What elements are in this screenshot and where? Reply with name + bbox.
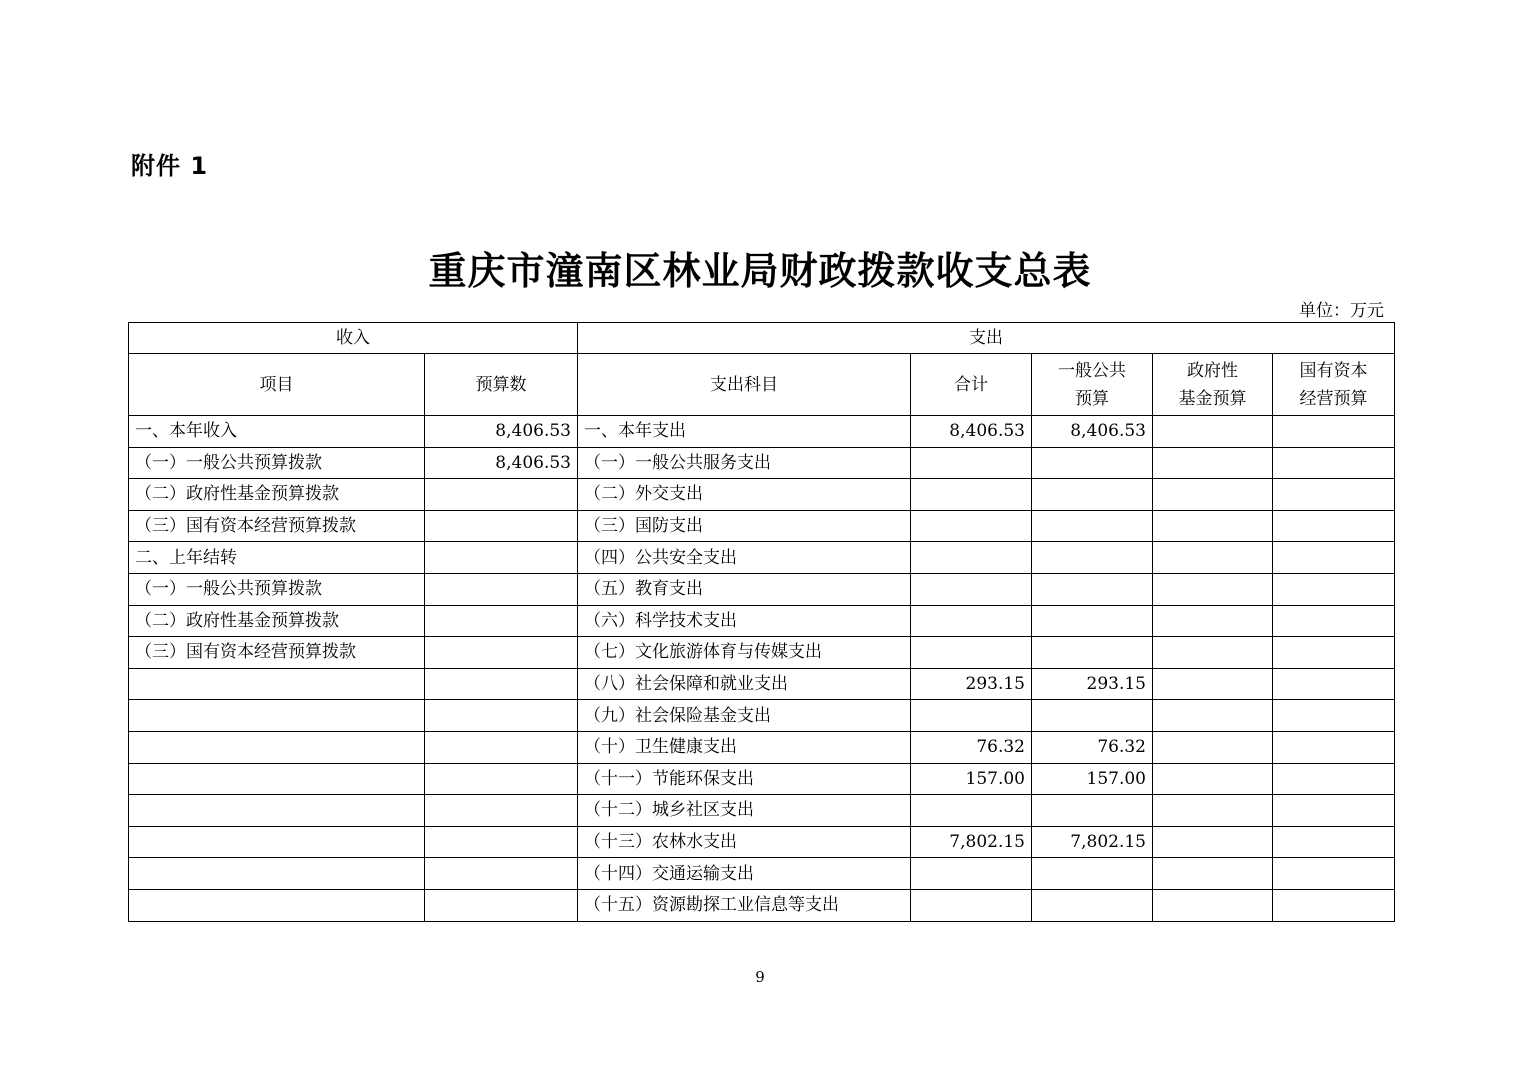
cell-total [911, 542, 1032, 574]
cell-item [129, 731, 425, 763]
cell-expense-subject: 一、本年支出 [578, 416, 911, 448]
table-row [129, 889, 1395, 921]
cell-gov-fund [1153, 573, 1273, 605]
cell-item: 一、本年收入 [129, 416, 425, 448]
cell-state-capital [1273, 416, 1395, 448]
cell-budget [425, 510, 578, 542]
cell-gov-fund [1153, 763, 1273, 795]
table-row [129, 668, 1395, 700]
table-row [129, 858, 1395, 890]
cell-state-capital [1273, 447, 1395, 479]
cell-item [129, 858, 425, 890]
table-row [129, 573, 1395, 605]
cell-total: 8,406.53 [911, 416, 1032, 448]
cell-total [911, 637, 1032, 669]
cell-gov-fund [1153, 447, 1273, 479]
cell-gov-fund [1153, 826, 1273, 858]
cell-expense-subject: （十五）资源勘探工业信息等支出 [578, 889, 911, 921]
cell-gov-fund [1153, 858, 1273, 890]
cell-item: （一）一般公共预算拨款 [129, 573, 425, 605]
cell-total [911, 573, 1032, 605]
cell-state-capital [1273, 605, 1395, 637]
col-header-general-public [1032, 354, 1153, 416]
finance-summary-table [128, 322, 1395, 922]
cell-budget [425, 700, 578, 732]
cell-budget [425, 858, 578, 890]
cell-expense-subject: （六）科学技术支出 [578, 605, 911, 637]
cell-gov-fund [1153, 542, 1273, 574]
cell-gov-fund [1153, 605, 1273, 637]
cell-state-capital [1273, 858, 1395, 890]
cell-gov-fund [1153, 637, 1273, 669]
cell-general-public: 293.15 [1032, 668, 1153, 700]
col-header-state-capital-line1: 国有资本 [1299, 360, 1368, 381]
cell-item: 二、上年结转 [129, 542, 425, 574]
cell-state-capital [1273, 510, 1395, 542]
cell-general-public [1032, 795, 1153, 827]
cell-general-public [1032, 889, 1153, 921]
cell-state-capital [1273, 573, 1395, 605]
attachment-label: 附件 1 [131, 152, 209, 180]
group-header-row [129, 323, 1395, 354]
cell-expense-subject: （三）国防支出 [578, 510, 911, 542]
cell-budget [425, 668, 578, 700]
cell-item: （二）政府性基金预算拨款 [129, 479, 425, 511]
cell-item [129, 763, 425, 795]
cell-general-public: 7,802.15 [1032, 826, 1153, 858]
col-header-general-public-line2: 预算 [1075, 388, 1109, 409]
cell-gov-fund [1153, 510, 1273, 542]
cell-general-public [1032, 479, 1153, 511]
cell-total [911, 795, 1032, 827]
page-number: 9 [755, 968, 765, 986]
cell-expense-subject: （八）社会保障和就业支出 [578, 668, 911, 700]
cell-gov-fund [1153, 795, 1273, 827]
income-group-header: 收入 [129, 323, 578, 354]
cell-general-public [1032, 700, 1153, 732]
table-row [129, 510, 1395, 542]
table-row [129, 826, 1395, 858]
col-header-gov-fund-line1: 政府性 [1187, 360, 1238, 381]
cell-state-capital [1273, 889, 1395, 921]
cell-expense-subject: （七）文化旅游体育与传媒支出 [578, 637, 911, 669]
cell-item [129, 668, 425, 700]
cell-budget [425, 731, 578, 763]
col-header-total: 合计 [911, 354, 1032, 416]
cell-total: 157.00 [911, 763, 1032, 795]
cell-budget: 8,406.53 [425, 447, 578, 479]
table-row [129, 700, 1395, 732]
cell-budget [425, 542, 578, 574]
cell-general-public [1032, 510, 1153, 542]
cell-expense-subject: （一）一般公共服务支出 [578, 447, 911, 479]
cell-gov-fund [1153, 668, 1273, 700]
cell-budget: 8,406.53 [425, 416, 578, 448]
cell-gov-fund [1153, 479, 1273, 511]
cell-general-public: 76.32 [1032, 731, 1153, 763]
column-header-row [129, 354, 1395, 416]
cell-budget [425, 479, 578, 511]
cell-state-capital [1273, 637, 1395, 669]
cell-general-public [1032, 858, 1153, 890]
cell-item: （三）国有资本经营预算拨款 [129, 510, 425, 542]
col-header-expense-subject: 支出科目 [578, 354, 911, 416]
cell-state-capital [1273, 542, 1395, 574]
page-title: 重庆市潼南区林业局财政拨款收支总表 [428, 248, 1092, 293]
cell-expense-subject: （十二）城乡社区支出 [578, 795, 911, 827]
cell-general-public [1032, 605, 1153, 637]
cell-gov-fund [1153, 889, 1273, 921]
cell-expense-subject: （十四）交通运输支出 [578, 858, 911, 890]
cell-total: 7,802.15 [911, 826, 1032, 858]
cell-expense-subject: （二）外交支出 [578, 479, 911, 511]
cell-general-public: 157.00 [1032, 763, 1153, 795]
col-header-budget: 预算数 [425, 354, 578, 416]
table-row [129, 605, 1395, 637]
cell-item [129, 826, 425, 858]
cell-expense-subject: （九）社会保险基金支出 [578, 700, 911, 732]
cell-expense-subject: （四）公共安全支出 [578, 542, 911, 574]
col-header-item: 项目 [129, 354, 425, 416]
cell-total [911, 479, 1032, 511]
cell-budget [425, 795, 578, 827]
table-row [129, 795, 1395, 827]
cell-total [911, 889, 1032, 921]
cell-item: （二）政府性基金预算拨款 [129, 605, 425, 637]
cell-expense-subject: （十一）节能环保支出 [578, 763, 911, 795]
cell-total [911, 447, 1032, 479]
table-row [129, 542, 1395, 574]
cell-state-capital [1273, 668, 1395, 700]
cell-item [129, 889, 425, 921]
cell-general-public [1032, 573, 1153, 605]
table-row [129, 416, 1395, 448]
cell-state-capital [1273, 479, 1395, 511]
cell-budget [425, 605, 578, 637]
cell-expense-subject: （十三）农林水支出 [578, 826, 911, 858]
cell-gov-fund [1153, 731, 1273, 763]
cell-total: 76.32 [911, 731, 1032, 763]
col-header-gov-fund-line2: 基金预算 [1178, 388, 1247, 409]
col-header-state-capital [1273, 354, 1395, 416]
expense-group-header: 支出 [578, 323, 1395, 354]
table-row [129, 637, 1395, 669]
cell-total: 293.15 [911, 668, 1032, 700]
cell-total [911, 858, 1032, 890]
table-row [129, 763, 1395, 795]
unit-label: 单位：万元 [1299, 301, 1384, 321]
cell-item: （三）国有资本经营预算拨款 [129, 637, 425, 669]
col-header-general-public-line1: 一般公共 [1058, 360, 1126, 381]
cell-item [129, 700, 425, 732]
cell-total [911, 510, 1032, 542]
table-row [129, 479, 1395, 511]
col-header-gov-fund [1153, 354, 1273, 416]
cell-budget [425, 573, 578, 605]
table-row [129, 447, 1395, 479]
cell-total [911, 700, 1032, 732]
col-header-state-capital-line2: 经营预算 [1299, 388, 1368, 409]
cell-item: （一）一般公共预算拨款 [129, 447, 425, 479]
cell-expense-subject: （五）教育支出 [578, 573, 911, 605]
cell-budget [425, 889, 578, 921]
cell-general-public: 8,406.53 [1032, 416, 1153, 448]
cell-total [911, 605, 1032, 637]
cell-gov-fund [1153, 416, 1273, 448]
cell-state-capital [1273, 763, 1395, 795]
cell-item [129, 795, 425, 827]
cell-state-capital [1273, 700, 1395, 732]
cell-budget [425, 763, 578, 795]
cell-expense-subject: （十）卫生健康支出 [578, 731, 911, 763]
cell-state-capital [1273, 731, 1395, 763]
cell-state-capital [1273, 795, 1395, 827]
cell-general-public [1032, 542, 1153, 574]
cell-budget [425, 826, 578, 858]
cell-state-capital [1273, 826, 1395, 858]
cell-general-public [1032, 447, 1153, 479]
cell-budget [425, 637, 578, 669]
cell-gov-fund [1153, 700, 1273, 732]
cell-general-public [1032, 637, 1153, 669]
table-row [129, 731, 1395, 763]
